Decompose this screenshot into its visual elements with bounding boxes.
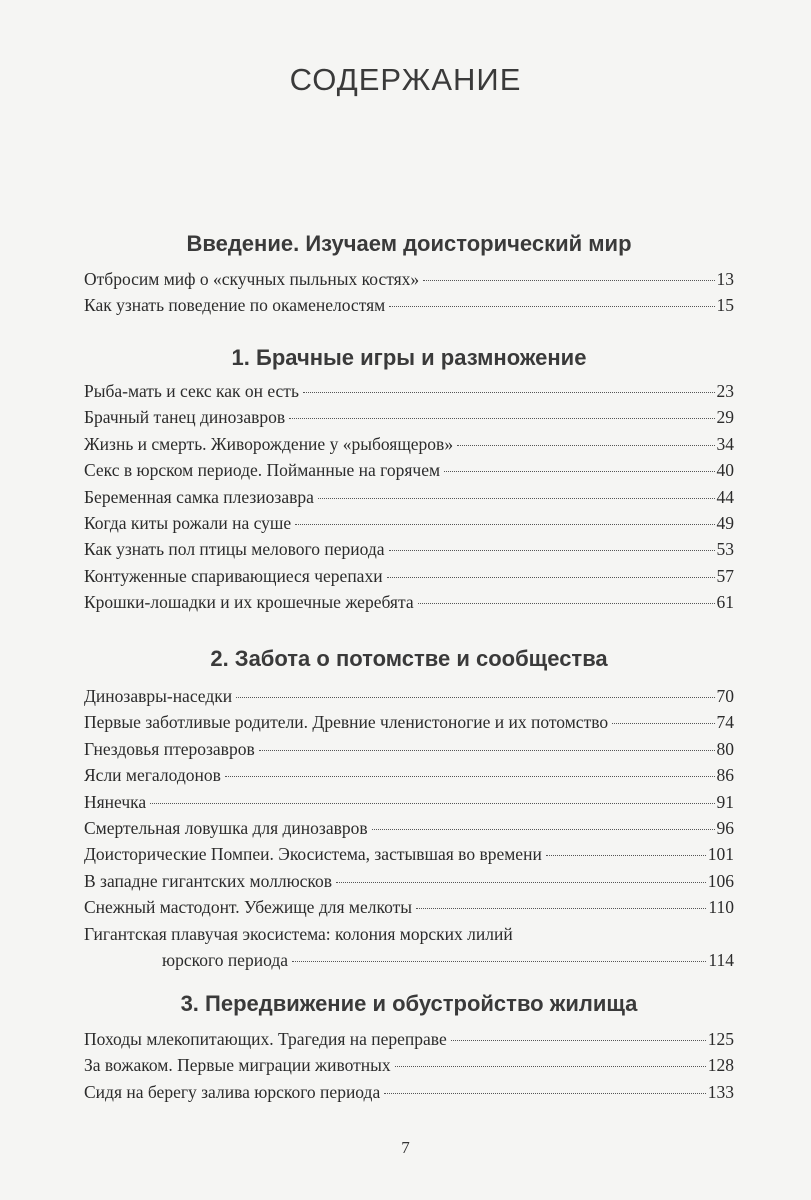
dot-leader (387, 577, 715, 578)
toc-entry[interactable]: Когда киты рожали на суше 49 (84, 512, 734, 533)
toc-entry[interactable]: Динозавры-наседки 70 (84, 686, 734, 706)
toc-entry[interactable] (84, 921, 734, 974)
toc-section-intro (84, 230, 734, 319)
toc-entry[interactable]: Отбросим миф о «скучных пыльных костях» 13 (84, 269, 734, 289)
page-number: 7 (401, 1138, 410, 1157)
toc-entry[interactable]: Сидя на берегу залива юрского периода 133 (84, 1081, 734, 1102)
dot-leader (389, 550, 715, 551)
toc-entry[interactable]: Жизнь и смерть. Живорождение у «рыбоящеров» 34 (84, 433, 734, 454)
dot-leader (295, 524, 714, 525)
toc-entry[interactable]: Ясли мегалодонов 86 (84, 765, 734, 786)
toc-section-1 (84, 344, 734, 616)
dot-leader (292, 961, 706, 962)
toc-entry-page: 114 (708, 949, 734, 970)
dot-leader (546, 855, 706, 856)
dot-leader (259, 750, 715, 751)
dot-leader (451, 1040, 706, 1041)
toc-entry[interactable]: Как узнать пол птицы мелового периода 53 (84, 539, 734, 560)
toc-entry[interactable]: Контуженные спаривающиеся черепахи 57 (84, 565, 734, 586)
toc-entry[interactable]: Смертельная ловушка для динозавров 96 (84, 817, 734, 838)
dot-leader (384, 1093, 706, 1094)
dot-leader (372, 829, 715, 830)
dot-leader (457, 445, 714, 446)
toc-entry[interactable]: Первые заботливые родители. Древние членистоногие и их потомство 74 (84, 712, 734, 733)
section-heading: Введение. Изучаем доисторический мир (186, 231, 632, 256)
toc-entry[interactable]: Брачный танец динозавров 29 (84, 407, 734, 428)
section-heading: 1. Брачные игры и размножение (231, 345, 587, 370)
section-heading: 3. Передвижение и обустройство жилища (180, 991, 638, 1016)
toc-entry[interactable]: В западне гигантских моллюсков 106 (84, 870, 734, 891)
dot-leader (150, 803, 714, 804)
page-title: СОДЕРЖАНИЕ (289, 62, 522, 97)
dot-leader (612, 723, 714, 724)
dot-leader (444, 471, 714, 472)
toc-entry[interactable]: Снежный мастодонт. Убежище для мелкоты 110 (84, 897, 734, 918)
toc-entry-title-line1: Гигантская плавучая экосистема: колония морских лилий (84, 923, 513, 944)
toc-section-3 (84, 990, 734, 1105)
toc-entry[interactable]: Нянечка 91 (84, 791, 734, 812)
toc-entry[interactable]: Рыба-мать и секс как он есть 23 (84, 381, 734, 401)
dot-leader (416, 908, 706, 909)
toc-entry[interactable]: Секс в юрском периоде. Пойманные на горячем 40 (84, 460, 734, 481)
dot-leader (423, 280, 714, 281)
toc-section-2 (84, 645, 734, 973)
dot-leader (395, 1066, 706, 1067)
section-heading: 2. Забота о потомстве и сообщества (210, 646, 608, 671)
toc-entry[interactable]: Доисторические Помпеи. Экосистема, застывшая во времени 101 (84, 844, 734, 865)
dot-leader (236, 697, 714, 698)
toc-entry[interactable]: Крошки-лошадки и их крошечные жеребята 61 (84, 592, 734, 613)
toc-entry[interactable]: Как узнать поведение по окаменелостям 15 (84, 295, 734, 316)
toc-entry[interactable]: За вожаком. Первые миграции животных 128 (84, 1055, 734, 1076)
dot-leader (318, 498, 715, 499)
toc-entry-title-line2: юрского периода (162, 949, 288, 970)
dot-leader (336, 882, 706, 883)
dot-leader (418, 603, 715, 604)
toc-entry[interactable]: Гнездовья птерозавров 80 (84, 738, 734, 759)
toc-entry[interactable]: Беременная самка плезиозавра 44 (84, 486, 734, 507)
dot-leader (303, 392, 715, 393)
dot-leader (389, 306, 714, 307)
toc-entry[interactable]: Походы млекопитающих. Трагедия на переправе 125 (84, 1029, 734, 1049)
dot-leader (289, 418, 714, 419)
dot-leader (225, 776, 715, 777)
